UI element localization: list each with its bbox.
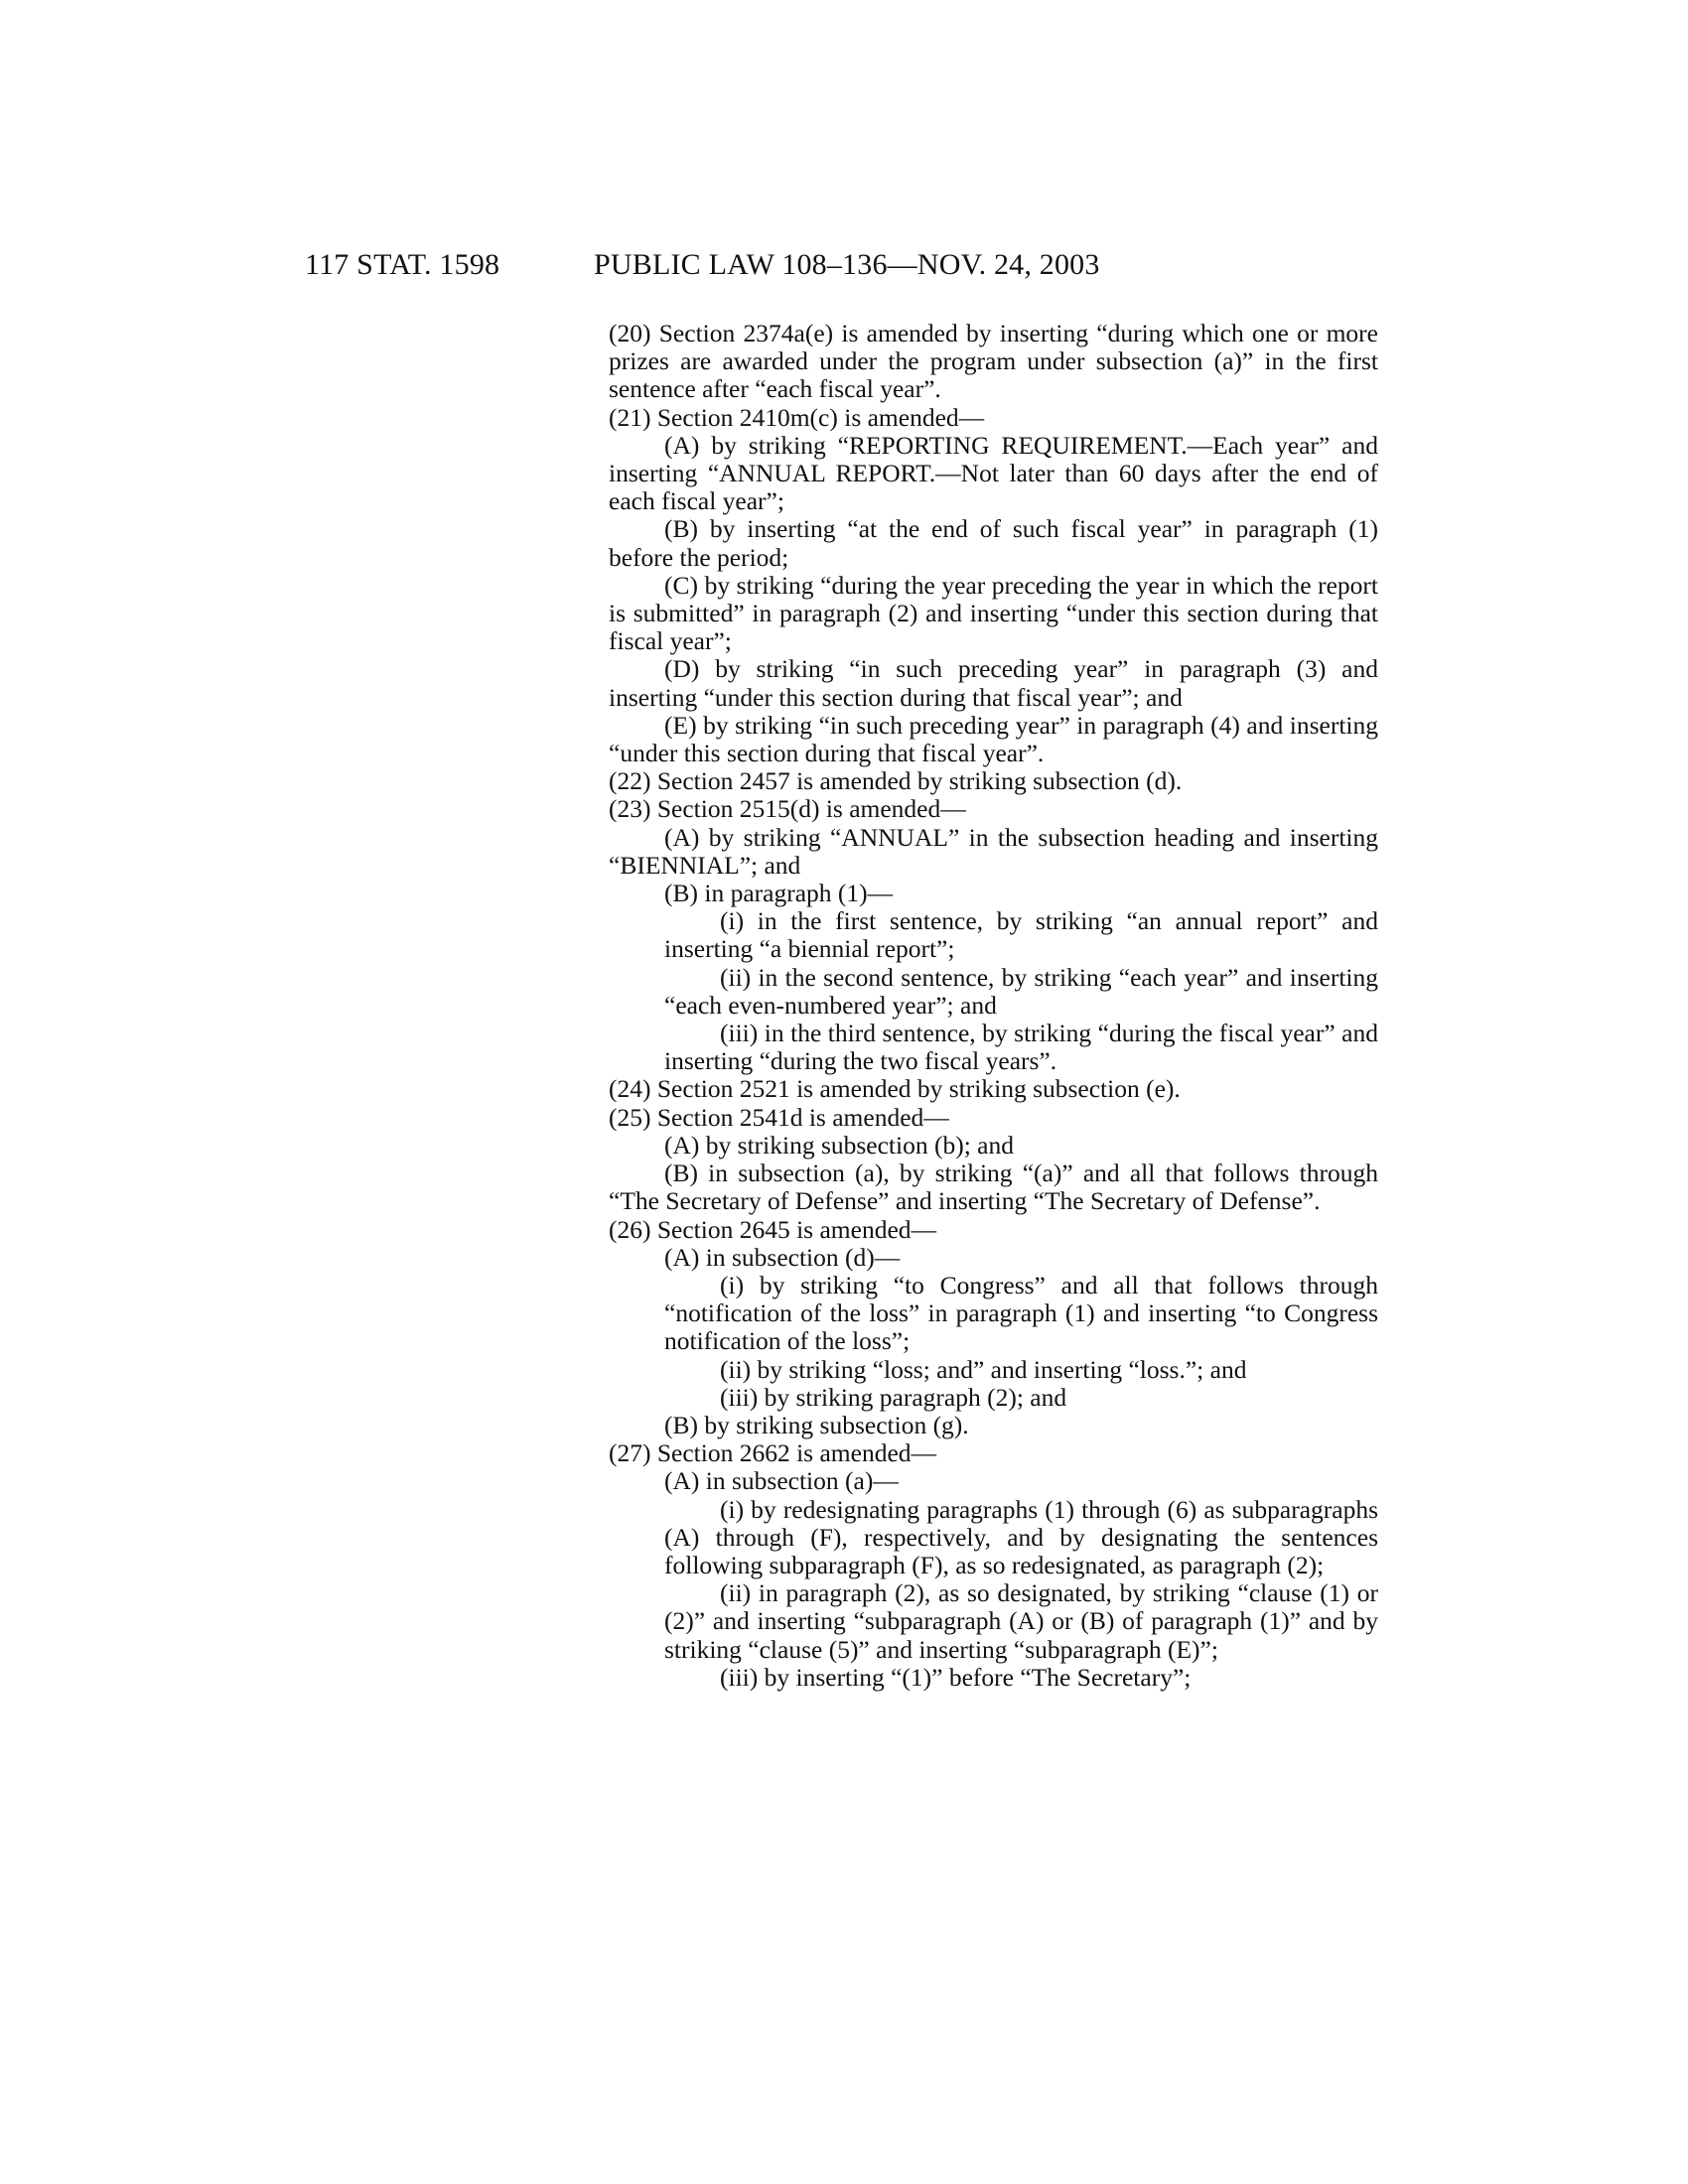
paragraph-23-a: (A) by striking “ANNUAL” in the subsection heading and inserting “BIENNIAL”; and	[609, 822, 1378, 880]
paragraph-26-a-i: (i) by striking “to Congress” and all that follows through “notification of the loss” in paragraph (1) and inserting “to Congress notification of the loss”;	[664, 1270, 1378, 1356]
statute-page-reference: 117 STAT. 1598	[305, 248, 500, 281]
paragraph-25-b: (B) in subsection (a), by striking “(a)” and all that follows through “The Secretary of Defense” and inserting “The Secretary of Defense”.	[609, 1159, 1378, 1216]
paragraph-27-a: (A) in subsection (a)—	[664, 1466, 899, 1496]
paragraph-24: (24) Section 2521 is amended by striking subsection (e).	[609, 1074, 1181, 1104]
paragraph-21-a: (A) by striking “REPORTING REQUIREMENT.—Each year” and inserting “ANNUAL REPORT.—Not later than 60 days after the end of each fiscal year”;	[609, 430, 1378, 516]
paragraph-22: (22) Section 2457 is amended by striking subsection (d).	[609, 766, 1183, 796]
paragraph-21-b: (B) by inserting “at the end of such fiscal year” in paragraph (1) before the period;	[609, 514, 1378, 572]
paragraph-26: (26) Section 2645 is amended—	[609, 1214, 937, 1244]
paragraph-27-a-iii: (iii) by inserting “(1)” before “The Secretary”;	[720, 1662, 1192, 1692]
paragraph-21-d: (D) by striking “in such preceding year” in paragraph (3) and inserting “under this section during that fiscal year”; and	[609, 654, 1378, 712]
paragraph-23-b-ii: (ii) in the second sentence, by striking “each year” and inserting “each even-numbered year”; and	[664, 962, 1378, 1020]
paragraph-21-e: (E) by striking “in such preceding year” in paragraph (4) and inserting “under this section during that fiscal year”.	[609, 710, 1378, 768]
paragraph-26-a-iii: (iii) by striking paragraph (2); and	[720, 1382, 1067, 1412]
page-header	[305, 248, 1372, 288]
paragraph-27-a-i: (i) by redesignating paragraphs (1) through (6) as subparagraphs (A) through (F), respectively, and by designating the sentences following subparagraph (F), as so redesignated, as paragraph (2);	[664, 1494, 1378, 1579]
public-law-title: PUBLIC LAW 108–136—NOV. 24, 2003	[594, 248, 1100, 281]
paragraph-23-b-iii: (iii) in the third sentence, by striking “during the fiscal year” and inserting “during the two fiscal years”.	[664, 1019, 1378, 1076]
paragraph-23: (23) Section 2515(d) is amended—	[609, 794, 966, 824]
paragraph-26-b: (B) by striking subsection (g).	[664, 1410, 969, 1439]
paragraph-27: (27) Section 2662 is amended—	[609, 1438, 937, 1468]
paragraph-23-b-i: (i) in the first sentence, by striking “an annual report” and inserting “a biennial report”;	[664, 906, 1378, 964]
paragraph-21: (21) Section 2410m(c) is amended—	[609, 402, 985, 432]
paragraph-20: (20) Section 2374a(e) is amended by inserting “during which one or more prizes are awarded under the program under subsection (a)” in the first sentence after “each fiscal year”.	[609, 319, 1378, 404]
document-body	[609, 320, 1378, 1692]
paragraph-27-a-ii: (ii) in paragraph (2), as so designated, by striking “clause (1) or (2)” and inserting “subparagraph (A) or (B) of paragraph (1)” and by striking “clause (5)” and inserting “subparagraph (E)”;	[664, 1578, 1378, 1664]
paragraph-25-a: (A) by striking subsection (b); and	[664, 1130, 1014, 1160]
paragraph-26-a: (A) in subsection (d)—	[664, 1242, 901, 1272]
paragraph-23-b: (B) in paragraph (1)—	[664, 879, 894, 908]
paragraph-25: (25) Section 2541d is amended—	[609, 1102, 949, 1132]
paragraph-26-a-ii: (ii) by striking “loss; and” and inserting “loss.”; and	[720, 1354, 1247, 1384]
paragraph-21-c: (C) by striking “during the year preceding the year in which the report is submitted” in paragraph (2) and inserting “under this section during that fiscal year”;	[609, 570, 1378, 656]
